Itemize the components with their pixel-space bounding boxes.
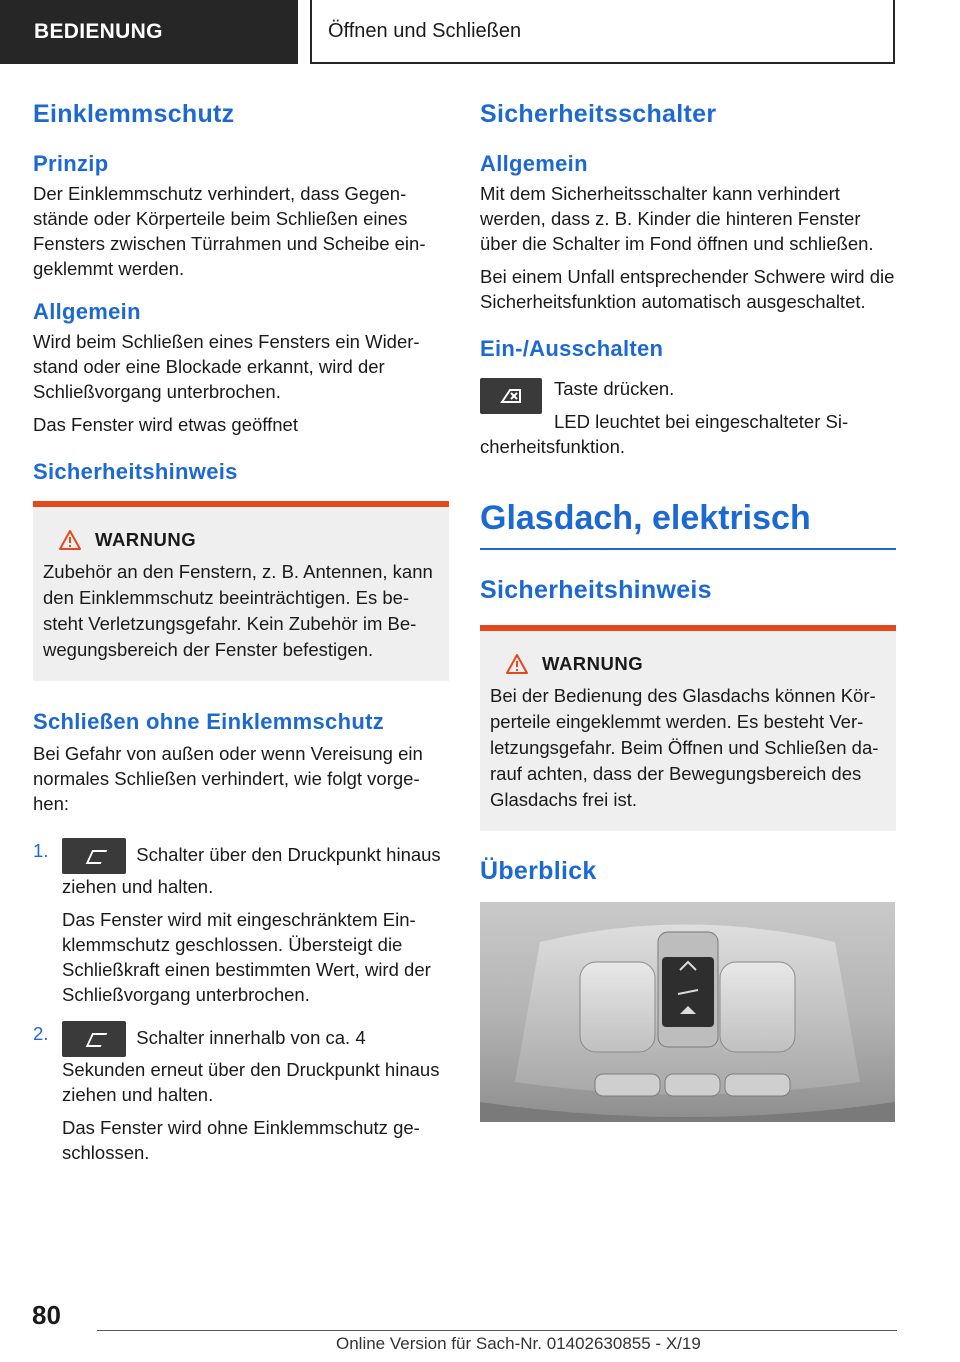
einklemmschutz-title: Einklemmschutz xyxy=(33,100,235,128)
step-note: Das Fenster wird ohne Einklemmschutz geschlossen. xyxy=(62,1117,420,1163)
title-rule xyxy=(480,548,896,550)
warning-label: WARNUNG xyxy=(95,529,197,550)
principle-text: Der Einklemmschutz verhindert, dass Gegenstände oder Körperteile beim Schließen eines Fensters zwischen Türrahmen und Scheibe eingeklemmt werden. xyxy=(33,183,426,279)
general-text-2: Das Fenster wird etwas geöffnet xyxy=(33,414,298,435)
window-switch-icon xyxy=(62,838,126,874)
safety-switch-title: Sicherheitsschalter xyxy=(480,100,717,128)
general-text-1: Wird beim Schließen eines Fensters ein Widerstand oder eine Blockade erkannt, wird der Schließvorgang unterbrochen. xyxy=(33,331,420,402)
overview-heading: Überblick xyxy=(480,857,597,885)
toggle-block xyxy=(480,376,896,459)
closing-intro: Bei Gefahr von außen oder wenn Vereisung ein normales Schließen verhindert, wie folgt vorgehen: xyxy=(33,743,423,814)
list-number: 1. xyxy=(33,840,49,861)
sunroof-safety-heading: Sicherheitshinweis xyxy=(480,576,712,604)
list-item xyxy=(33,838,449,1007)
online-version-note: Online Version für Sach-Nr. 01402630855 - X/19 xyxy=(336,1334,701,1353)
left-column xyxy=(33,100,449,1165)
closing-heading: Schließen ohne Einklemmschutz xyxy=(33,709,384,734)
section-label: BEDIENUNG xyxy=(34,20,163,43)
general-heading: Allgemein xyxy=(33,299,141,324)
safety-heading: Sicherheitshinweis xyxy=(33,459,238,484)
toggle-text-1: Taste drücken. xyxy=(554,378,675,399)
footer-rule xyxy=(97,1330,897,1331)
page-number: 80 xyxy=(32,1300,61,1330)
warning-box xyxy=(480,625,896,831)
chapter-label: Öffnen und Schließen xyxy=(328,19,522,42)
step-text: Schalter innerhalb von ca. 4 Sekunden erneut über den Druckpunkt hinaus ziehen und halten. xyxy=(62,1026,440,1105)
right-column xyxy=(480,100,896,1122)
step-text: Schalter über den Druckpunkt hinaus ziehen und halten. xyxy=(62,843,441,897)
sunroof-title: Glasdach, elektrisch xyxy=(480,499,811,537)
principle-heading: Prinzip xyxy=(33,151,109,176)
section-tab xyxy=(0,0,298,64)
list-item xyxy=(33,1021,449,1165)
warning-header xyxy=(43,529,439,551)
warning-triangle-icon xyxy=(506,654,528,674)
general-heading: Allgemein xyxy=(480,151,588,176)
safety-switch-icon xyxy=(480,378,542,414)
warning-box xyxy=(33,501,449,681)
warning-header xyxy=(490,653,886,675)
warning-label: WARNUNG xyxy=(542,653,644,674)
warning-text: Zubehör an den Fenstern, z. B. Antennen, kann den Einklemmschutz beeinträchtigen. Es besteht Verletzungsgefahr. Kein Zubehör im Bewegungsbereich der Fenster befestigen. xyxy=(43,561,433,660)
step-note: Das Fenster wird mit eingeschränktem Einklemmschutz geschlossen. Übersteigt die Schließkraft einen bestimmten Wert, wird der Schließvorgang unterbrochen. xyxy=(62,909,431,1005)
toggle-text-2: LED leuchtet bei eingeschalteter Sicherheitsfunktion. xyxy=(480,411,849,457)
overhead-console-photo xyxy=(480,902,895,1122)
toggle-heading: Ein-/Ausschalten xyxy=(480,336,664,361)
warning-triangle-icon xyxy=(59,530,81,550)
general-text-2: Bei einem Unfall entsprechender Schwere wird die Sicherheitsfunktion automatisch ausgeschaltet. xyxy=(480,266,895,312)
general-text-1: Mit dem Sicherheitsschalter kann verhindert werden, dass z. B. Kinder die hinteren Fenster über die Schalter im Fond öffnen und schließen. xyxy=(480,183,874,254)
chapter-tab xyxy=(310,0,895,64)
warning-text: Bei der Bedienung des Glasdachs können Körperteile eingeklemmt werden. Es besteht Verletzungsgefahr. Beim Öffnen und Schließen darauf achten, dass der Bewegungsbereich des Glasdachs frei ist. xyxy=(490,685,879,810)
list-number: 2. xyxy=(33,1023,49,1044)
window-switch-icon xyxy=(62,1021,126,1057)
